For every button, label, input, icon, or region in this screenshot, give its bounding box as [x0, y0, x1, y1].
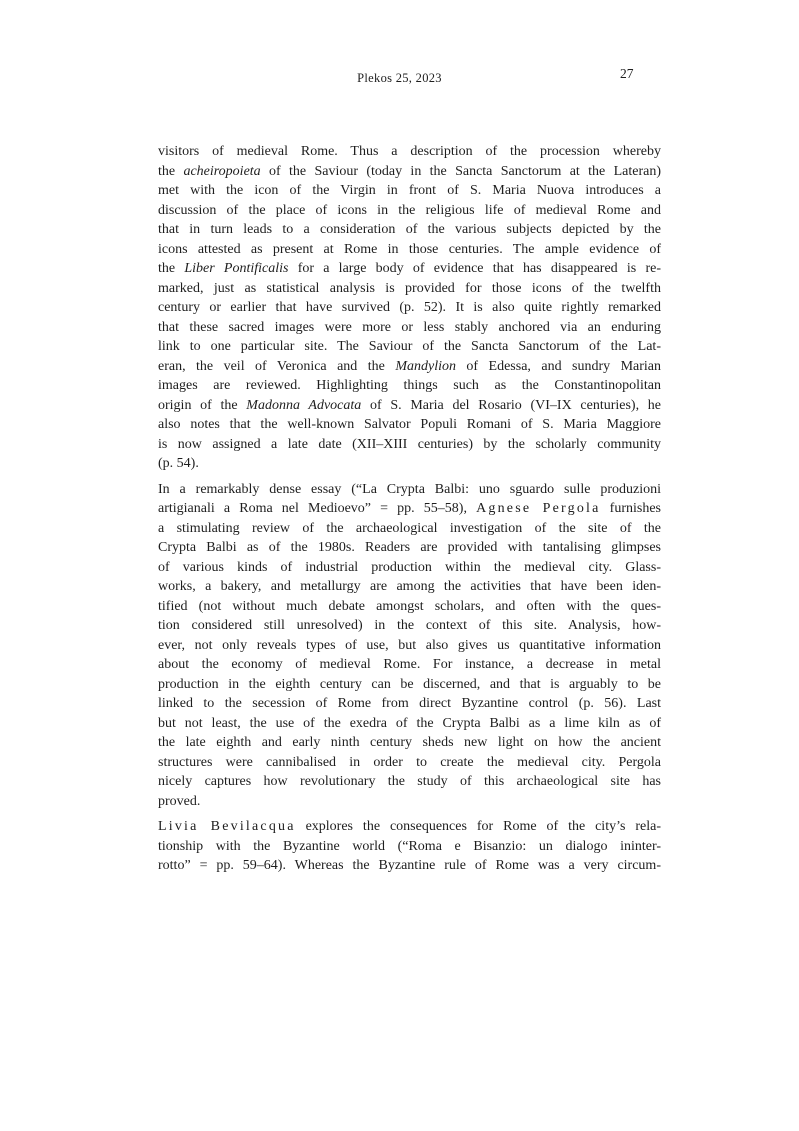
text-run: Crypta Balbi as of the 1980s. Readers are provided with tantalising glimpses [158, 540, 661, 555]
text-run: is now assigned a late date (XII–XIII centuries) by the scholarly community [158, 436, 661, 452]
text-line [158, 714, 661, 734]
text-line [158, 337, 661, 357]
text-run: origin of the [158, 397, 247, 413]
text-line [158, 792, 661, 812]
text-run: but not least, the use of the exedra of the Crypta Balbi as a lime kiln as of [158, 715, 661, 731]
italic-text-run: Madonna Advocata [246, 397, 362, 413]
text-line [158, 616, 661, 636]
paragraph-1 [158, 142, 661, 474]
text-run: ever, not only reveals types of use, but also gives us quantitative information [158, 637, 661, 653]
text-run: of S. Maria del Rosario (VI–IX centuries), he [361, 397, 661, 413]
text-line [158, 181, 661, 201]
text-run: tion considered still unresolved) in the context of this site. Analysis, how- [158, 618, 661, 633]
text-run: tionship with the Byzantine world (“Roma e Bisanzio: un dialogo ininter- [158, 838, 661, 854]
text-line [158, 733, 661, 753]
text-line [158, 396, 661, 416]
italic-text-run: Mandylion [395, 358, 456, 374]
text-run: the [158, 261, 185, 276]
spaced-name-run: Agnese Pergola [476, 501, 601, 516]
text-run: furnishes [600, 501, 661, 516]
text-line [158, 558, 661, 578]
text-run: linked to the secession of Rome from direct Byzantine control (p. 56). Last [158, 696, 661, 711]
text-run: discussion of the place of icons in the religious life of medieval Rome and [158, 202, 661, 218]
text-line [158, 259, 661, 279]
text-line [158, 357, 661, 377]
text-run: link to one particular site. The Saviour of the Sancta Sanctorum of the Lat- [158, 339, 661, 354]
text-run: about the economy of medieval Rome. For instance, a decrease in metal [158, 657, 661, 672]
text-run: nicely captures how revolutionary the study of this archaeological site has [158, 774, 661, 789]
italic-text-run: Liber Pontificalis [184, 261, 289, 276]
text-line [158, 318, 661, 338]
text-line [158, 655, 661, 675]
text-run: for a large body of evidence that has disappeared is re- [288, 261, 662, 276]
text-line [158, 837, 661, 857]
text-line [158, 753, 661, 773]
text-run: that these sacred images were more or less stably anchored via an enduring [158, 319, 661, 335]
text-line [158, 519, 661, 539]
text-line [158, 454, 661, 474]
text-line [158, 636, 661, 656]
text-line [158, 220, 661, 240]
text-line [158, 817, 661, 837]
text-line [158, 577, 661, 597]
text-run: artigianali a Roma nel Medioevo” = pp. 55–58), [158, 501, 477, 516]
text-line [158, 201, 661, 221]
text-run: also notes that the well-known Salvator Populi Romani of S. Maria Maggiore [158, 417, 661, 432]
text-run: century or earlier that have survived (p. 52). It is also quite rightly remarked [158, 300, 661, 315]
paragraph-2 [158, 480, 661, 812]
text-run: works, a bakery, and metallurgy are among the activities that have been iden- [158, 579, 661, 594]
text-run: met with the icon of the Virgin in front of S. Maria Nuova introduces a [158, 183, 661, 198]
text-run: images are reviewed. Highlighting things such as the Constantinopolitan [158, 378, 661, 393]
text-run: tified (not without much debate amongst scholars, and often with the ques- [158, 598, 661, 614]
text-line [158, 694, 661, 714]
text-run: the late eighth and early ninth century sheds new light on how the ancient [158, 735, 661, 750]
text-line [158, 279, 661, 299]
text-run: explores the consequences for Rome of the city’s rela- [295, 819, 661, 834]
text-line [158, 162, 661, 182]
text-line [158, 856, 661, 876]
text-line [158, 675, 661, 695]
text-line [158, 240, 661, 260]
text-run: (p. 54). [158, 456, 199, 471]
running-head: Plekos 25, 2023 [357, 71, 442, 85]
paragraph-3 [158, 817, 661, 876]
spaced-name-run: Livia Bevilacqua [158, 819, 296, 834]
text-line [158, 376, 661, 396]
text-run: of Edessa, and sundry Marian [455, 358, 661, 374]
text-line [158, 480, 661, 500]
text-run: marked, just as statistical analysis is provided for those icons of the twelfth [158, 280, 661, 296]
text-run: proved. [158, 793, 201, 809]
text-run: structures were cannibalised in order to create the medieval city. Pergola [158, 754, 661, 770]
text-line [158, 298, 661, 318]
text-run: that in turn leads to a consideration of the various subjects depicted by the [158, 222, 661, 237]
text-run: a stimulating review of the archaeological investigation of the site of the [158, 520, 661, 536]
text-line [158, 142, 661, 162]
text-run: icons attested as present at Rome in those centuries. The ample evidence of [158, 241, 661, 257]
text-run: In a remarkably dense essay (“La Crypta Balbi: uno sguardo sulle produzioni [158, 481, 661, 497]
text-run: production in the eighth century can be discerned, and that is arguably to be [158, 676, 661, 692]
text-line [158, 597, 661, 617]
page-number: 27 [620, 66, 634, 81]
text-run: of the Saviour (today in the Sancta Sanctorum at the Lateran) [260, 163, 661, 179]
text-run: of various kinds of industrial production within the medieval city. Glass- [158, 559, 661, 575]
text-line [158, 415, 661, 435]
text-line [158, 772, 661, 792]
text-line [158, 435, 661, 455]
text-run: visitors of medieval Rome. Thus a description of the procession whereby [158, 144, 661, 159]
text-run: rotto” = pp. 59–64). Whereas the Byzantine rule of Rome was a very circum- [158, 858, 661, 873]
text-line [158, 538, 661, 558]
text-run: the [158, 163, 184, 179]
page-body [158, 142, 661, 882]
text-line [158, 499, 661, 519]
text-run: eran, the veil of Veronica and the [158, 358, 396, 374]
italic-text-run: acheiropoieta [183, 163, 261, 179]
